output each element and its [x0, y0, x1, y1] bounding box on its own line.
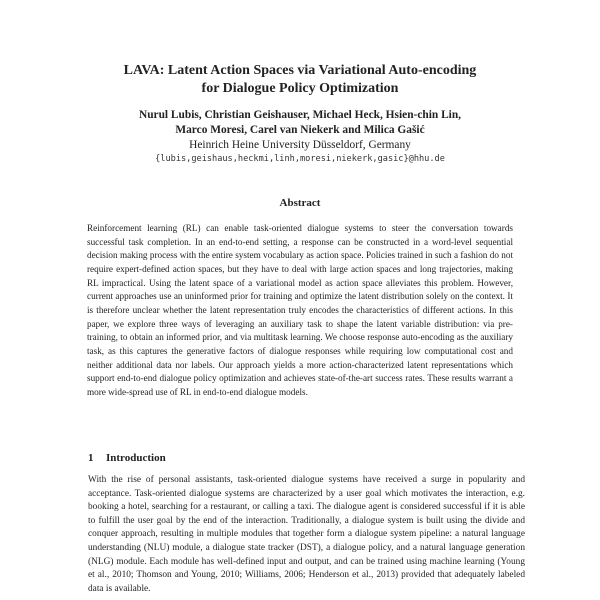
affiliation: Heinrich Heine University Düsseldorf, Germany: [189, 139, 411, 151]
authors-line-2: Marco Moresi, Carel van Niekerk and Milica Gašić: [175, 124, 425, 136]
author-list: [60, 108, 540, 138]
section-title: Introduction: [106, 452, 166, 464]
authors-line-1: Nurul Lubis, Christian Geishauser, Michael Heck, Hsien-chin Lin,: [138, 109, 462, 121]
introduction-text: With the rise of personal assistants, task-oriented dialogue systems have received a surge in popularity and acceptance. Task-oriented dialogue systems are characterized by a user goal which motivates the interaction, e.g. booking a hotel, searching for a restaurant, or calling a taxi. The dialogue agent is considered successful if it is able to fulfill the user goal by the end of the interaction. Traditionally, a dialogue system is built using the divide and conquer approach, resulting in multiple modules that together form a dialogue system pipeline: a natural language understanding (NLU) module, a dialogue state tracker (DST), a dialogue policy, and a natural language generation (NLG) module. Each module has well-defined input and output, and can be trained using machine learning (Young et al., 2010; Thomson and Young, 2010; Williams, 2006; Henderson et al., 2013) provided that adequately labeled data is available.: [88, 475, 525, 594]
title-line-2: for Dialogue Policy Optimization: [201, 81, 399, 96]
title-line-1: LAVA: Latent Action Spaces via Variational Auto-encoding: [123, 63, 477, 78]
paper-title: [60, 62, 540, 98]
abstract-text: Reinforcement learning (RL) can enable task-oriented dialogue systems to steer the conversation towards successful task completion. In an end-to-end setting, a response can be constructed in a word-level sequential decision making process with the entire system vocabulary as action space. Policies trained in such a fashion do not require expert-defined action spaces, but they have to deal with large action spaces and long trajectories, making RL impractical. Using the latent space of a variational model as action space alleviates this problem. However, current approaches use an uninformed prior for training and optimize the latent distribution solely on the context. It is therefore unclear whether the latent representation truly encodes the characteristics of different actions. In this paper, we explore three ways of leveraging an auxiliary task to shape the latent variable distribution: via pre-training, to obtain an informed prior, and via multitask learning. We choose response auto-encoding as the auxiliary task, as this captures the generative factors of dialogue responses while requiring low computational cost and neither additional data nor labels. Our approach yields a more action-characterized latent representations which support end-to-end dialogue policy optimization and achieves state-of-the-art success rates. These results warrant a more wide-spread use of RL in end-to-end dialogue models.: [87, 223, 513, 397]
section-heading: [88, 452, 166, 464]
author-emails: {lubis,geishaus,heckmi,linh,moresi,niekerk,gasic}@hhu.de: [155, 154, 445, 164]
section-number: 1: [88, 452, 94, 464]
abstract-heading: Abstract: [279, 197, 321, 209]
